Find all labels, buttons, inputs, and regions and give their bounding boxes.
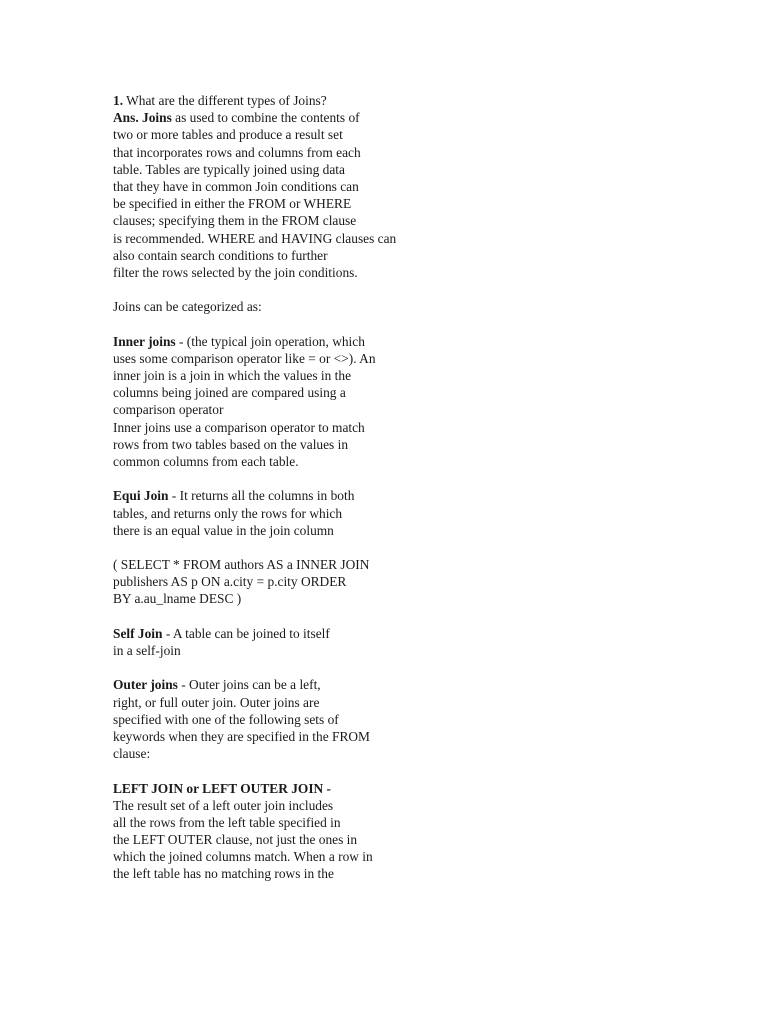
inner-joins-line: Inner joins use a comparison operator to match	[113, 419, 365, 435]
paragraph-gap	[113, 470, 673, 487]
inner-joins-line: columns being joined are compared using a	[113, 385, 346, 401]
outer-joins-line: specified with one of the following sets of	[113, 711, 339, 727]
paragraph-gap	[113, 762, 673, 779]
answer-first-line	[113, 109, 673, 126]
equi-join-first-line-text: - It returns all the columns in both	[168, 488, 355, 504]
self-join-line: in a self-join	[113, 643, 181, 658]
left-outer-join-line: which the joined columns match. When a row in	[113, 849, 373, 865]
inner-joins-first-line-text: - (the typical join operation, which	[175, 333, 365, 349]
left-outer-join-line: the LEFT OUTER clause, not just the ones in	[113, 832, 358, 848]
inner-joins-line: uses some comparison operator like = or <>). An	[113, 350, 376, 366]
document-page	[113, 92, 673, 883]
self-join-first-line-text: - A table can be joined to itself	[162, 625, 330, 641]
question-line	[113, 92, 673, 109]
left-outer-join-line: the left table has no matching rows in the	[113, 866, 334, 882]
self-join-first-line	[113, 625, 673, 642]
answer-first-line-text: as used to combine the contents of	[171, 110, 360, 126]
answer-line: that incorporates rows and columns from each	[113, 144, 361, 160]
answer-line: clauses; specifying them in the FROM clause	[113, 213, 357, 229]
outer-joins-line: right, or full outer join. Outer joins are	[113, 694, 320, 710]
paragraph-gap	[113, 281, 673, 298]
answer-line: is recommended. WHERE and HAVING clauses can	[113, 230, 397, 246]
outer-joins-first-line-text: - Outer joins can be a left,	[177, 677, 321, 693]
outer-joins-term: Outer joins	[113, 677, 178, 693]
answer-line: be specified in either the FROM or WHERE	[113, 196, 352, 212]
outer-joins-line: clause:	[113, 746, 151, 762]
paragraph-gap	[113, 315, 673, 332]
equi-join-line: there is an equal value in the join column	[113, 522, 334, 538]
paragraph-gap	[113, 539, 673, 556]
outer-joins-first-line	[113, 676, 673, 693]
inner-joins-line: inner join is a join in which the values in the	[113, 368, 352, 383]
inner-joins-line: rows from two tables based on the values in	[113, 436, 349, 452]
outer-joins-line: keywords when they are specified in the FROM	[113, 728, 370, 744]
sql-example-line: ( SELECT * FROM authors AS a INNER JOIN	[113, 557, 370, 573]
self-join-term: Self Join	[113, 625, 163, 641]
sql-example-line: BY a.au_lname DESC )	[113, 591, 242, 607]
left-outer-join-line: all the rows from the left table specified in	[113, 814, 341, 830]
answer-label: Ans. Joins	[113, 110, 172, 126]
answer-line: two or more tables and produce a result set	[113, 127, 343, 143]
answer-line: table. Tables are typically joined using data	[113, 161, 345, 177]
answer-line: that they have in common Join conditions can	[113, 178, 359, 194]
inner-joins-first-line	[113, 333, 673, 350]
inner-joins-line: common columns from each table.	[113, 453, 299, 469]
inner-joins-term: Inner joins	[113, 333, 176, 349]
paragraph-gap	[113, 608, 673, 625]
paragraph-gap	[113, 659, 673, 676]
left-outer-join-line: The result set of a left outer join includes	[113, 797, 334, 813]
answer-line: also contain search conditions to further	[113, 247, 328, 263]
equi-join-term: Equi Join	[113, 488, 169, 504]
equi-join-first-line	[113, 487, 673, 504]
answer-line: filter the rows selected by the join conditions.	[113, 264, 358, 280]
categorized-intro: Joins can be categorized as:	[113, 299, 262, 315]
left-outer-join-term: LEFT JOIN or LEFT OUTER JOIN -	[113, 780, 332, 796]
equi-join-line: tables, and returns only the rows for which	[113, 505, 343, 521]
question-text: What are the different types of Joins?	[123, 93, 327, 108]
inner-joins-line: comparison operator	[113, 402, 224, 418]
sql-example-line: publishers AS p ON a.city = p.city ORDER	[113, 574, 347, 590]
question-number: 1.	[113, 93, 124, 108]
